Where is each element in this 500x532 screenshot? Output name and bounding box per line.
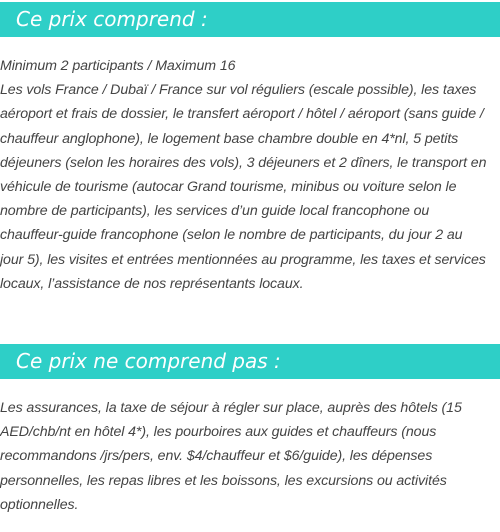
included-line: déjeuners (selon les horaires des vols), 3 déjeuners et 2 dîners, le transport en — [0, 154, 487, 171]
included-line: Les vols France / Dubaï / France sur vol réguliers (escale possible), les taxes — [0, 82, 477, 99]
included-line: aéroport et frais de dossier, le transfert aéroport / hôtel / aéroport (sans guide / — [0, 106, 484, 123]
excluded-line: AED/chb/nt en hôtel 4*), les pourboires aux guides et chauffeurs (nous — [0, 424, 437, 441]
included-line: locaux, l’assistance de nos représentants locaux. — [0, 275, 304, 292]
excluded-paragraph — [0, 396, 500, 517]
excluded-line: recommandons /jrs/pers, env. $4/chauffeur et $6/guide), les dépenses — [0, 448, 433, 465]
included-paragraph — [0, 54, 500, 296]
excluded-line: optionnelles. — [0, 496, 79, 513]
included-line: Minimum 2 participants / Maximum 16 — [0, 58, 236, 74]
included-heading-banner — [0, 2, 500, 37]
excluded-heading: Ce prix ne comprend pas : — [16, 349, 281, 373]
included-line: jour 5), les visites et entrées mentionnées au programme, les taxes et services — [0, 251, 486, 268]
included-line: nombre de participants), les services d’un guide local francophone ou — [0, 203, 430, 220]
excluded-line: Les assurances, la taxe de séjour à régler sur place, auprès des hôtels (15 — [0, 400, 462, 416]
included-line: chauffeur-guide francophone (selon le nombre de participants, du jour 2 au — [0, 227, 463, 244]
included-heading: Ce prix comprend : — [16, 7, 208, 31]
included-line: véhicule de tourisme (autocar Grand tourisme, minibus ou voiture selon le — [0, 179, 457, 196]
excluded-heading-banner — [0, 344, 500, 379]
excluded-line: personnelles, les repas libres et les boissons, les excursions ou activités — [0, 472, 447, 489]
included-line: chauffeur anglophone), le logement base chambre double en 4*nl, 5 petits — [0, 130, 459, 147]
